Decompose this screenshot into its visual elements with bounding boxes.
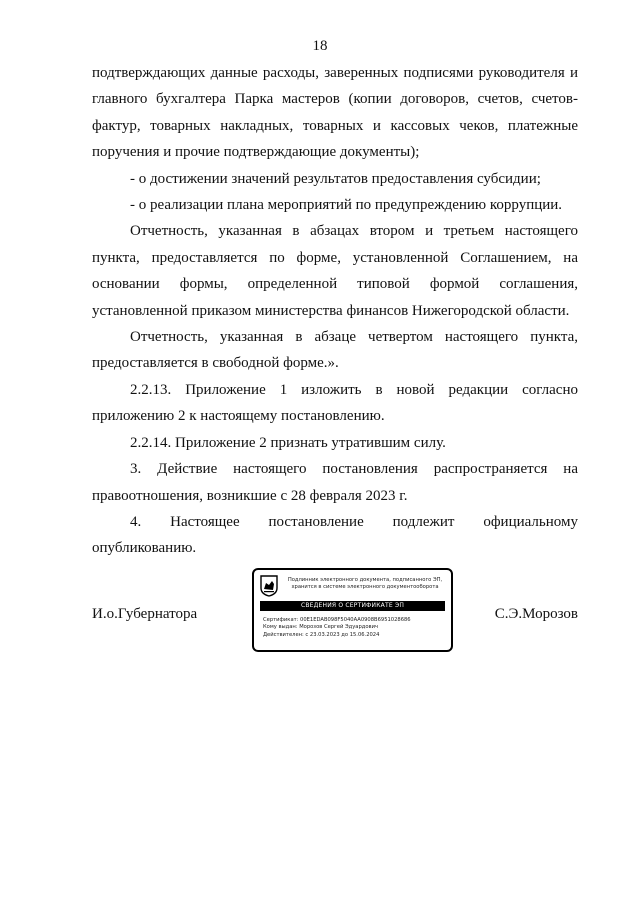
stamp-details — [263, 617, 411, 639]
page-number: 18 — [312, 38, 328, 54]
paragraph-3: 3. Действие настоящего постановления распространяется на правоотношения, возникшие с 28 февраля 2023 г. — [92, 461, 578, 504]
paragraph-subsidy-results: - о достижении значений результатов предоставления субсидии; — [130, 170, 541, 187]
stamp-validity: Действителен: с 23.03.2023 до 15.06.2024 — [263, 631, 380, 638]
stamp-certificate: Сертификат: 00E1EDAB098F5040AA0908B6951028686 — [263, 617, 411, 623]
stamp-owner: Кому выдан: Морозов Сергей Эдуардович — [263, 624, 378, 631]
paragraph-2-2-14: 2.2.14. Приложение 2 признать утратившим силу. — [130, 434, 446, 451]
paragraph-anticorruption: - о реализации плана мероприятий по предупреждению коррупции. — [130, 197, 563, 214]
paragraph-reporting-form: Отчетность, указанная в абзацах втором и третьем настоящего пункта, предоставляется по форме, установленной Соглашением, на основании формы, определенной типовой формой соглашения, установленной приказом министерства финансов Нижегородской области. — [92, 223, 578, 319]
coat-of-arms-icon — [260, 575, 278, 597]
signatory-position: И.о.Губернатора — [92, 606, 198, 622]
paragraph-continuation: подтверждающих данные расходы, заверенных подписями руководителя и главного бухгалтера Парка мастеров (копии договоров, счетов, счетов-фактур, товарных накладных, товарных и кассовых чеков, платежные поручения и прочие подтверждающие документы); — [92, 65, 578, 161]
paragraph-2-2-13: 2.2.13. Приложение 1 изложить в новой редакции согласно приложению 2 к настоящему постановлению. — [92, 381, 578, 425]
signatory-name: С.Э.Морозов — [494, 606, 578, 622]
electronic-signature-stamp — [252, 568, 453, 652]
paragraph-4: 4. Настоящее постановление подлежит официальному опубликованию. — [92, 513, 578, 557]
paragraph-reporting-free-form: Отчетность, указанная в абзаце четвертом настоящего пункта, предоставляется в свободной форме.». — [92, 329, 578, 372]
stamp-header: СВЕДЕНИЯ О СЕРТИФИКАТЕ ЭП — [260, 601, 445, 611]
document-body — [92, 60, 578, 562]
stamp-note: Подлинник электронного документа, подписанного ЭП, хранится в системе электронного документооборота — [287, 577, 443, 590]
